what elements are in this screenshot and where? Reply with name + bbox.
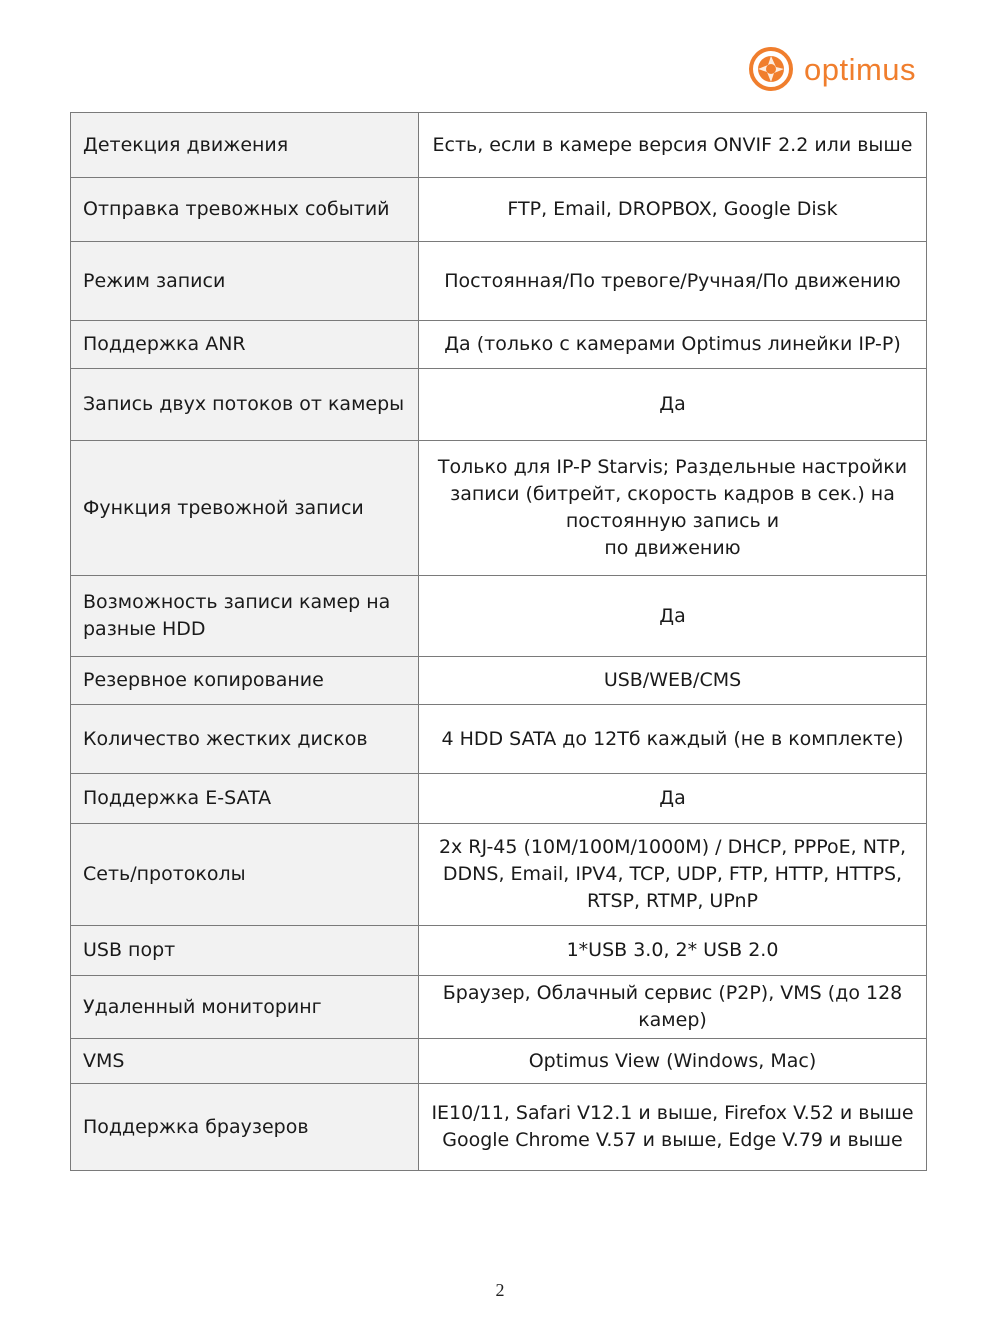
table-row	[71, 113, 927, 178]
spec-key: Отправка тревожных событий	[71, 178, 419, 242]
table-row	[71, 705, 927, 774]
spec-value: Да	[419, 774, 927, 824]
spec-value: 1*USB 3.0, 2* USB 2.0	[419, 926, 927, 976]
spec-key: VMS	[71, 1039, 419, 1084]
spec-value: FTP, Email, DROPBOX, Google Disk	[419, 178, 927, 242]
spec-key: Резервное копирование	[71, 657, 419, 705]
spec-key: Функция тревожной записи	[71, 441, 419, 576]
spec-value: Да	[419, 369, 927, 441]
spec-key: Сеть/протоколы	[71, 824, 419, 926]
spec-key: Запись двух потоков от камеры	[71, 369, 419, 441]
table-row	[71, 657, 927, 705]
spec-value: Постоянная/По тревоге/Ручная/По движению	[419, 242, 927, 321]
spec-value: IE10/11, Safari V12.1 и выше, Firefox V.52 и выше Google Chrome V.57 и выше, Edge V.79 и выше	[419, 1084, 927, 1171]
spec-value: Только для IP-P Starvis; Раздельные настройки записи (битрейт, скорость кадров в сек.) на постоянную запись и по движению	[419, 441, 927, 576]
spec-key: Детекция движения	[71, 113, 419, 178]
spec-key: Поддержка браузеров	[71, 1084, 419, 1171]
table-row	[71, 926, 927, 976]
table-row	[71, 178, 927, 242]
table-row	[71, 824, 927, 926]
specs-table	[70, 112, 927, 1171]
spec-value: 4 HDD SATA до 12Тб каждый (не в комплекте)	[419, 705, 927, 774]
table-row	[71, 576, 927, 657]
spec-value: USB/WEB/CMS	[419, 657, 927, 705]
table-row	[71, 369, 927, 441]
table-row	[71, 1084, 927, 1171]
table-row	[71, 441, 927, 576]
spec-key: Поддержка E-SATA	[71, 774, 419, 824]
brand-logo	[748, 44, 938, 94]
spec-value: Есть, если в камере версия ONVIF 2.2 или выше	[419, 113, 927, 178]
table-row	[71, 242, 927, 321]
spec-key: Удаленный мониторинг	[71, 976, 419, 1039]
aperture-logo-icon	[748, 46, 794, 92]
table-row	[71, 1039, 927, 1084]
page-number: 2	[495, 1280, 505, 1300]
table-row	[71, 321, 927, 369]
spec-key: USB порт	[71, 926, 419, 976]
spec-key: Количество жестких дисков	[71, 705, 419, 774]
spec-value: Optimus View (Windows, Mac)	[419, 1039, 927, 1084]
spec-value: 2x RJ-45 (10M/100M/1000M) / DHCP, PPPoE, NTP, DDNS, Email, IPV4, TCP, UDP, FTP, HTTP, HTTPS, RTSP, RTMP, UPnP	[419, 824, 927, 926]
spec-key: Поддержка ANR	[71, 321, 419, 369]
spec-value: Да	[419, 576, 927, 657]
spec-value: Браузер, Облачный сервис (P2P), VMS (до 128 камер)	[419, 976, 927, 1039]
table-row	[71, 976, 927, 1039]
spec-key: Возможность записи камер на разные HDD	[71, 576, 419, 657]
spec-value: Да (только с камерами Optimus линейки IP-P)	[419, 321, 927, 369]
brand-name: optimus	[804, 51, 917, 87]
spec-key: Режим записи	[71, 242, 419, 321]
table-row	[71, 774, 927, 824]
